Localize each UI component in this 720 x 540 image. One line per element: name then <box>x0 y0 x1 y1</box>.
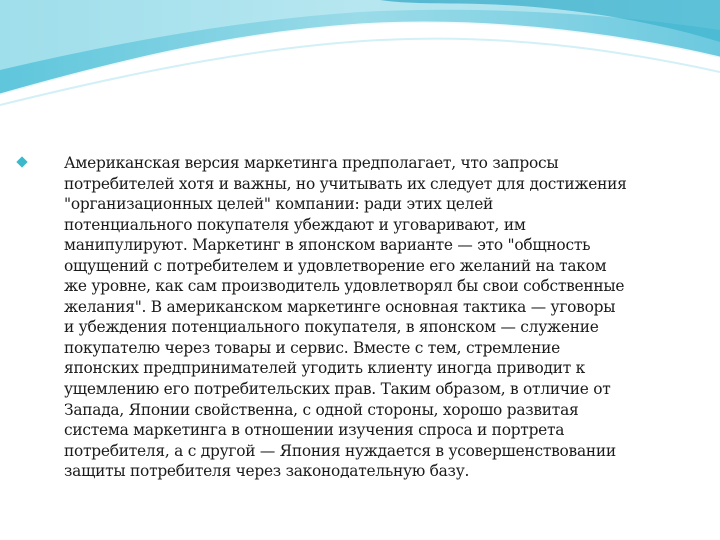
content-block <box>18 153 698 482</box>
header-wave-decoration <box>0 0 720 110</box>
body-paragraph: Американская версия маркетинга предполагает, что запросы потребителей хотя и важны, но учитывать их следует для достижения "организационных целей" компании: ради этих целей потенциального покупателя убеждают и уговаривают, им манипулируют. Маркетинг в японском варианте — это "общность ощущений с потребителем и удовлетворение его желаний на таком же уровне, как сам производитель удовлетворял бы свои собственные желания". В американском маркетинге основная тактика — уговоры и убеждения потенциального покупателя, в японском — служение покупателю через товары и сервис. Вместе с тем, стремление японских предпринимателей угодить клиенту иногда приводит к ущемлению его потребительских прав. Таким образом, в отличие от Запада, Японии свойственна, с одной стороны, хорошо развитая система маркетинга в отношении изучения спроса и портрета потребителя, а с другой — Япония нуждается в усовершенствовании защиты потребителя через законодательную базу. <box>64 154 627 481</box>
